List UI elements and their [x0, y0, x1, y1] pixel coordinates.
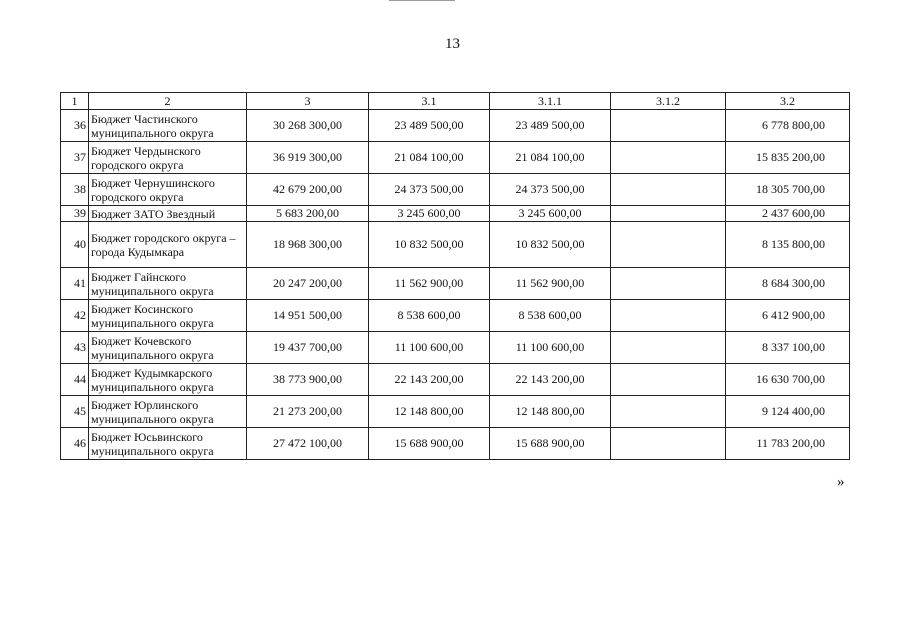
budget-name: Бюджет городского округа – города Кудымкара: [89, 222, 247, 268]
row-number: 37: [61, 142, 89, 174]
value-col-3-1-2: [611, 396, 726, 428]
budget-name: Бюджет Кочевского муниципального округа: [89, 332, 247, 364]
value-col-3-1-1: 23 489 500,00: [490, 110, 611, 142]
value-col-3-1: 11 562 900,00: [369, 268, 490, 300]
value-col-3-1-1: 8 538 600,00: [490, 300, 611, 332]
value-col-3-2: 9 124 400,00: [726, 396, 850, 428]
value-col-3-1-1: 22 143 200,00: [490, 364, 611, 396]
table-row: [61, 222, 850, 268]
value-col-3-1-2: [611, 110, 726, 142]
value-col-3-1: 3 245 600,00: [369, 206, 490, 222]
value-col-3: 18 968 300,00: [247, 222, 369, 268]
value-col-3-1-2: [611, 142, 726, 174]
value-col-3: 42 679 200,00: [247, 174, 369, 206]
header-cell: 3.1: [369, 93, 490, 110]
value-col-3-1: 21 084 100,00: [369, 142, 490, 174]
value-col-3-2: 8 684 300,00: [726, 268, 850, 300]
header-cell: 3.1.1: [490, 93, 611, 110]
value-col-3-1-1: 15 688 900,00: [490, 428, 611, 460]
row-number: 36: [61, 110, 89, 142]
budget-name: Бюджет Юсьвинского муниципального округа: [89, 428, 247, 460]
value-col-3: 38 773 900,00: [247, 364, 369, 396]
value-col-3-1-1: 3 245 600,00: [490, 206, 611, 222]
value-col-3-1-1: 11 562 900,00: [490, 268, 611, 300]
value-col-3-1-2: [611, 332, 726, 364]
header-cell: 3.1.2: [611, 93, 726, 110]
value-col-3-1: 10 832 500,00: [369, 222, 490, 268]
page-number: 13: [445, 36, 460, 52]
budget-name: Бюджет Чернушинского городского округа: [89, 174, 247, 206]
value-col-3: 30 268 300,00: [247, 110, 369, 142]
table-row: [61, 428, 850, 460]
table-row: [61, 396, 850, 428]
value-col-3-2: 2 437 600,00: [726, 206, 850, 222]
header-cell: 3.2: [726, 93, 850, 110]
value-col-3-2: 8 337 100,00: [726, 332, 850, 364]
value-col-3-2: 6 778 800,00: [726, 110, 850, 142]
value-col-3-1-1: 24 373 500,00: [490, 174, 611, 206]
value-col-3-2: 18 305 700,00: [726, 174, 850, 206]
value-col-3: 36 919 300,00: [247, 142, 369, 174]
budget-name: Бюджет Частинского муниципального округа: [89, 110, 247, 142]
table-row: [61, 268, 850, 300]
value-col-3-1: 22 143 200,00: [369, 364, 490, 396]
value-col-3-1-1: 21 084 100,00: [490, 142, 611, 174]
row-number: 42: [61, 300, 89, 332]
value-col-3-1-2: [611, 222, 726, 268]
value-col-3-1-2: [611, 206, 726, 222]
budget-name: Бюджет Кудымкарского муниципального округа: [89, 364, 247, 396]
row-number: 45: [61, 396, 89, 428]
value-col-3-2: 8 135 800,00: [726, 222, 850, 268]
budget-name: Бюджет Юрлинского муниципального округа: [89, 396, 247, 428]
value-col-3-2: 6 412 900,00: [726, 300, 850, 332]
table-row: [61, 110, 850, 142]
value-col-3-1-2: [611, 300, 726, 332]
header-cell: 3: [247, 93, 369, 110]
value-col-3-1-2: [611, 268, 726, 300]
value-col-3-1-1: 10 832 500,00: [490, 222, 611, 268]
table-row: [61, 332, 850, 364]
row-number: 39: [61, 206, 89, 222]
value-col-3-1: 23 489 500,00: [369, 110, 490, 142]
budget-name: Бюджет ЗАТО Звездный: [89, 206, 247, 222]
value-col-3-1: 11 100 600,00: [369, 332, 490, 364]
value-col-3-1: 24 373 500,00: [369, 174, 490, 206]
value-col-3-1-1: 12 148 800,00: [490, 396, 611, 428]
row-number: 41: [61, 268, 89, 300]
budget-name: Бюджет Чердынского городского округа: [89, 142, 247, 174]
row-number: 40: [61, 222, 89, 268]
row-number: 38: [61, 174, 89, 206]
header-cell: 1: [61, 93, 89, 110]
table-row: [61, 142, 850, 174]
top-rule: [389, 0, 455, 1]
value-col-3: 21 273 200,00: [247, 396, 369, 428]
value-col-3-1-2: [611, 428, 726, 460]
value-col-3-1: 8 538 600,00: [369, 300, 490, 332]
value-col-3-2: 16 630 700,00: [726, 364, 850, 396]
value-col-3: 20 247 200,00: [247, 268, 369, 300]
table-row: [61, 300, 850, 332]
header-cell: 2: [89, 93, 247, 110]
row-number: 44: [61, 364, 89, 396]
value-col-3: 19 437 700,00: [247, 332, 369, 364]
table-row: [61, 364, 850, 396]
header-row: [61, 93, 850, 110]
table-row: [61, 206, 850, 222]
value-col-3-1: 15 688 900,00: [369, 428, 490, 460]
value-col-3-1-1: 11 100 600,00: [490, 332, 611, 364]
row-number: 46: [61, 428, 89, 460]
value-col-3: 14 951 500,00: [247, 300, 369, 332]
table-row: [61, 174, 850, 206]
row-number: 43: [61, 332, 89, 364]
value-col-3-1-2: [611, 364, 726, 396]
value-col-3: 5 683 200,00: [247, 206, 369, 222]
budget-table: [60, 92, 850, 460]
value-col-3: 27 472 100,00: [247, 428, 369, 460]
value-col-3-2: 11 783 200,00: [726, 428, 850, 460]
value-col-3-1: 12 148 800,00: [369, 396, 490, 428]
value-col-3-1-2: [611, 174, 726, 206]
value-col-3-2: 15 835 200,00: [726, 142, 850, 174]
closing-quote-mark: »: [837, 474, 845, 490]
budget-name: Бюджет Гайнского муниципального округа: [89, 268, 247, 300]
budget-name: Бюджет Косинского муниципального округа: [89, 300, 247, 332]
